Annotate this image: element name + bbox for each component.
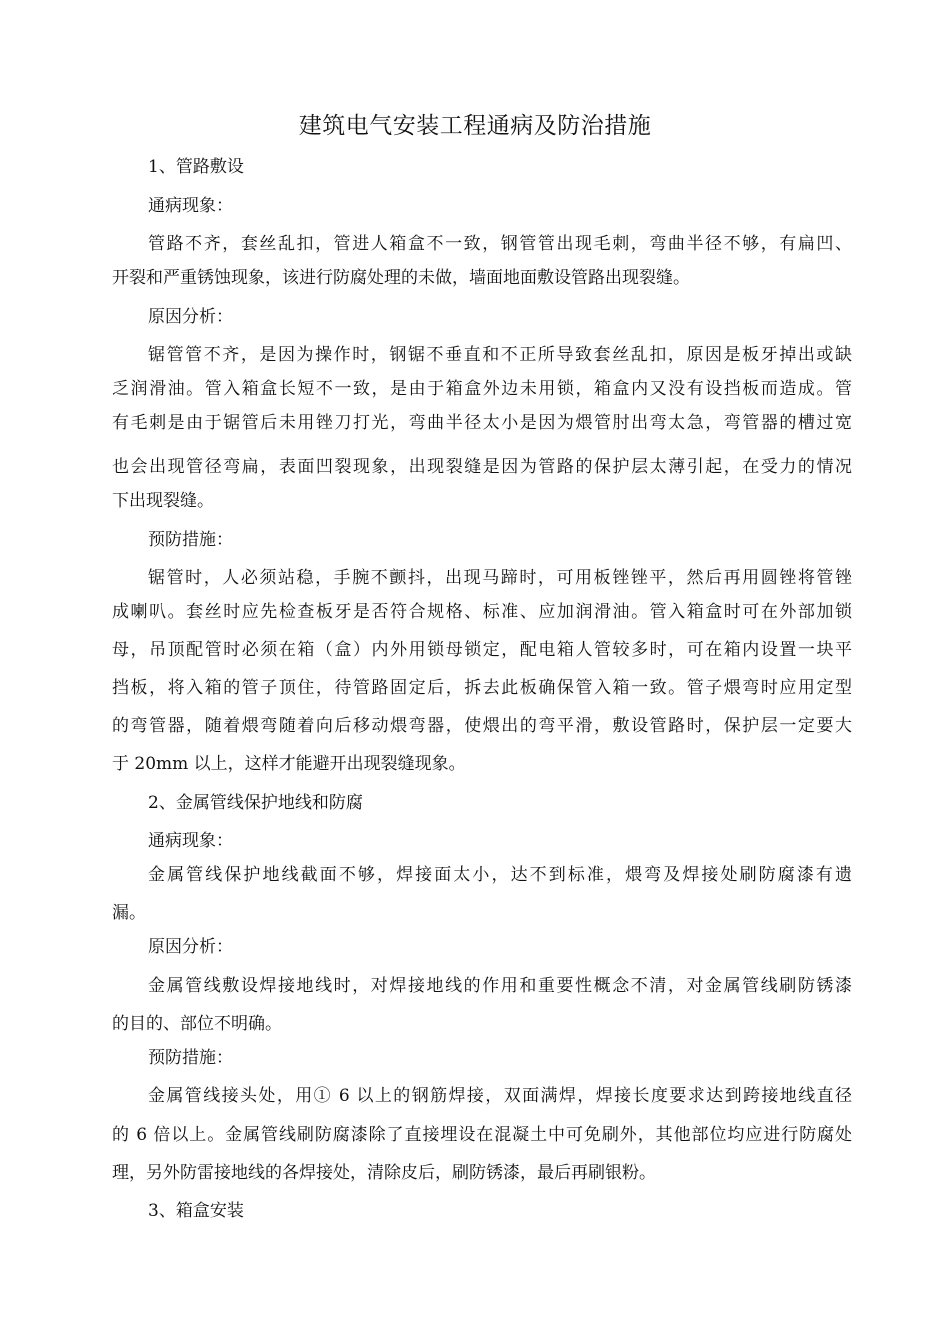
section-2-symptom-line: 金属管线保护地线截面不够，焊接面太小，达不到标准，煨弯及焊接处刷防腐漆有遗 [148,865,852,885]
section-2-cause-line: 金属管线敷设焊接地线时，对焊接地线的作用和重要性概念不清，对金属管线刷防锈漆 [148,976,852,996]
section-1-prevention-line: 锯管时，人必须站稳，手腕不颤抖，出现马蹄时，可用板锉锉平，然后再用圆锉将管锉 [148,568,852,588]
section-2-prevention-label: 预防措施： [148,1048,233,1068]
section-1-symptom-line: 开裂和严重锈蚀现象，该进行防腐处理的未做，墙面地面敷设管路出现裂缝。 [112,268,690,288]
section-2-prevention-line: 的 6 倍以上。金属管线刷防腐漆除了直接埋设在混凝土中可免刷外，其他部位均应进行防腐处 [112,1125,852,1145]
section-1-prevention-line: 于 20mm 以上，这样才能避开出现裂缝现象。 [112,754,466,774]
section-1-cause-label: 原因分析： [148,307,233,327]
section-1-cause-line: 也会出现管径弯扁，表面凹裂现象，出现裂缝是因为管路的保护层太薄引起，在受力的情况 [112,457,852,477]
section-2-heading: 2、金属管线保护地线和防腐 [148,793,363,813]
document-title: 建筑电气安装工程通病及防治措施 [298,113,652,139]
section-1-cause-line: 锯管管不齐，是因为操作时，钢锯不垂直和不正所导致套丝乱扣，原因是板牙掉出或缺 [148,345,852,365]
section-1-prevention-line: 成喇叭。套丝时应先检查板牙是否符合规格、标准、应加润滑油。管入箱盒时可在外部加锁 [112,602,852,622]
section-1-cause-line: 乏润滑油。管入箱盒长短不一致，是由于箱盒外边未用锁，箱盒内又没有设挡板而造成。管 [112,379,852,399]
section-2-prevention-line: 理，另外防雷接地线的各焊接处，清除皮后，刷防锈漆，最后再刷银粉。 [112,1163,656,1183]
section-1-symptom-label: 通病现象： [148,196,233,216]
section-2-symptom-label: 通病现象： [148,831,233,851]
section-1-cause-line: 有毛刺是由于锯管后未用锉刀打光，弯曲半径太小是因为煨管肘出弯太急，弯管器的槽过宽 [112,413,852,433]
section-1-prevention-line: 母，吊顶配管时必须在箱（盒）内外用锁母锁定，配电箱人管较多时，可在箱内设置一块平 [112,640,852,660]
section-2-symptom-line: 漏。 [112,903,146,923]
section-2-prevention-line: 金属管线接头处，用① 6 以上的钢筋焊接，双面满焊，焊接长度要求达到跨接地线直径 [148,1086,852,1106]
section-1-prevention-line: 的弯管器，随着煨弯随着向后移动煨弯器，使煨出的弯平滑，敷设管路时，保护层一定要大 [112,716,852,736]
section-1-cause-line: 下出现裂缝。 [112,491,214,511]
section-2-cause-line: 的目的、部位不明确。 [112,1014,282,1034]
section-1-heading: 1、管路敷设 [148,157,244,177]
section-2-cause-label: 原因分析： [148,937,233,957]
section-3-heading: 3、箱盒安装 [148,1201,244,1221]
section-1-prevention-line: 挡板，将入箱的管子顶住，待管路固定后，拆去此板确保管入箱一致。管子煨弯时应用定型 [112,678,852,698]
section-1-prevention-label: 预防措施： [148,530,233,550]
section-1-symptom-line: 管路不齐，套丝乱扣，管进人箱盒不一致，钢管管出现毛刺，弯曲半径不够，有扁凹、 [148,234,852,254]
